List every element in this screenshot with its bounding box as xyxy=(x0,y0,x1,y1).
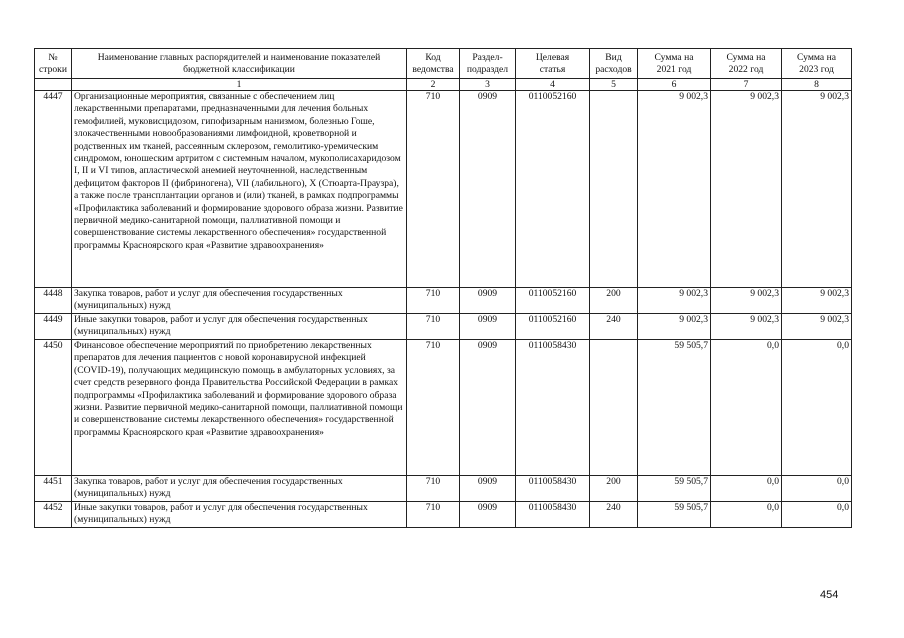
row-section: 0909 xyxy=(460,314,516,340)
row-section: 0909 xyxy=(460,288,516,314)
row-sum-2023: 9 002,3 xyxy=(782,288,852,314)
header-section-text: Раздел- подраздел xyxy=(466,52,509,75)
header-exp-type xyxy=(590,49,638,79)
row-sum-2021: 59 505,7 xyxy=(638,502,711,528)
row-number: 4452 xyxy=(35,502,72,528)
table-row xyxy=(35,502,852,528)
row-sum-2023: 0,0 xyxy=(782,340,852,476)
column-number: 8 xyxy=(782,79,852,91)
row-target: 0110052160 xyxy=(516,91,590,288)
row-dept: 710 xyxy=(407,340,460,476)
row-number: 4447 xyxy=(35,91,72,288)
header-row xyxy=(35,49,852,79)
table-row xyxy=(35,314,852,340)
column-number xyxy=(35,79,72,91)
row-sum-2022: 0,0 xyxy=(711,340,782,476)
row-dept: 710 xyxy=(407,476,460,502)
row-section: 0909 xyxy=(460,91,516,288)
row-name: Иные закупки товаров, работ и услуг для обеспечения государственных (муниципальных) нужд xyxy=(72,502,407,528)
row-sum-2023: 0,0 xyxy=(782,502,852,528)
header-sum-2022 xyxy=(711,49,782,79)
row-sum-2021: 59 505,7 xyxy=(638,340,711,476)
row-target: 0110058430 xyxy=(516,502,590,528)
row-name: Закупка товаров, работ и услуг для обеспечения государственных (муниципальных) нужд xyxy=(72,288,407,314)
row-name: Закупка товаров, работ и услуг для обеспечения государственных (муниципальных) нужд xyxy=(72,476,407,502)
header-name-text: Наименование главных распорядителей и наименование показателей бюджетной классификации xyxy=(97,52,381,75)
row-dept: 710 xyxy=(407,91,460,288)
row-number: 4450 xyxy=(35,340,72,476)
header-dept xyxy=(407,49,460,79)
row-sum-2021: 9 002,3 xyxy=(638,91,711,288)
row-sum-2022: 9 002,3 xyxy=(711,91,782,288)
row-sum-2022: 0,0 xyxy=(711,476,782,502)
budget-table xyxy=(34,48,852,528)
row-sum-2023: 0,0 xyxy=(782,476,852,502)
header-exp-type-text: Вид расходов xyxy=(595,52,632,75)
row-name: Финансовое обеспечение мероприятий по приобретению лекарственных препаратов для лечения пациентов с новой коронавирусной инфекцией (COVID-19), получающих медицинскую помощь в амбулаторных условиях, за счет средств резервного фонда Правительства Российской Федерации в рамках подпрограммы «Профилактика заболеваний и формирование здорового образа жизни. Развитие первичной медико-санитарной помощи, паллиативной помощи и совершенствование системы лекарственного обеспечения» государственной программы Красноярского края «Развитие здравоохранения» xyxy=(72,340,407,476)
row-exp-type xyxy=(590,340,638,476)
row-number: 4451 xyxy=(35,476,72,502)
column-number: 3 xyxy=(460,79,516,91)
row-sum-2022: 0,0 xyxy=(711,502,782,528)
row-exp-type: 200 xyxy=(590,476,638,502)
table-row xyxy=(35,288,852,314)
header-sum-2022-text: Сумма на 2022 год xyxy=(726,52,766,75)
row-name: Организационные мероприятия, связанные с обеспечением лиц лекарственными препаратами, предназначенными для лечения больных гемофилией, муковисцидозом, гипофизарным нанизмом, болезнью Гоше, злокачественными новообразованиями лимфоидной, кроветворной и родственных им тканей, рассеянным склерозом, гемолитико-уремическим синдромом, юношеским артритом с системным началом, мукополисахаридозом I, II и VI типов, апластической анемией неуточненной, наследственным дефицитом факторов II (фибриногена), VII (лабильного), X (Стюарта-Праузра), а также после трансплантации органов и (или) тканей, в рамках подпрограммы «Профилактика заболеваний и формирование здорового образа жизни. Развитие первичной медико-санитарной помощи, паллиативной помощи и совершенствование системы лекарственного обеспечения» государственной программы Красноярского края «Развитие здравоохранения» xyxy=(72,91,407,288)
row-target: 0110052160 xyxy=(516,288,590,314)
row-exp-type: 240 xyxy=(590,314,638,340)
row-number: 4449 xyxy=(35,314,72,340)
row-dept: 710 xyxy=(407,288,460,314)
row-sum-2023: 9 002,3 xyxy=(782,314,852,340)
row-target: 0110052160 xyxy=(516,314,590,340)
row-section: 0909 xyxy=(460,476,516,502)
row-exp-type: 200 xyxy=(590,288,638,314)
row-target: 0110058430 xyxy=(516,476,590,502)
header-sum-2021-text: Сумма на 2021 год xyxy=(654,52,694,75)
column-number: 2 xyxy=(407,79,460,91)
row-sum-2022: 9 002,3 xyxy=(711,314,782,340)
table-row xyxy=(35,91,852,288)
header-target xyxy=(516,49,590,79)
header-row-no xyxy=(35,49,72,79)
row-sum-2022: 9 002,3 xyxy=(711,288,782,314)
row-section: 0909 xyxy=(460,340,516,476)
row-dept: 710 xyxy=(407,502,460,528)
column-number: 1 xyxy=(72,79,407,91)
header-dept-text: Код ведомства xyxy=(412,52,454,75)
header-sum-2023-text: Сумма на 2023 год xyxy=(797,52,836,75)
table-row xyxy=(35,340,852,476)
column-number: 4 xyxy=(516,79,590,91)
row-number: 4448 xyxy=(35,288,72,314)
column-number: 5 xyxy=(590,79,638,91)
header-sum-2021 xyxy=(638,49,711,79)
row-sum-2021: 9 002,3 xyxy=(638,314,711,340)
header-row-no-text: № строки xyxy=(39,52,67,75)
row-sum-2021: 9 002,3 xyxy=(638,288,711,314)
header-target-text: Целевая статья xyxy=(535,52,570,75)
header-name xyxy=(72,49,407,79)
row-name: Иные закупки товаров, работ и услуг для обеспечения государственных (муниципальных) нужд xyxy=(72,314,407,340)
header-sum-2023 xyxy=(782,49,852,79)
column-number: 7 xyxy=(711,79,782,91)
column-number-row xyxy=(35,79,852,91)
row-sum-2023: 9 002,3 xyxy=(782,91,852,288)
row-exp-type xyxy=(590,91,638,288)
row-sum-2021: 59 505,7 xyxy=(638,476,711,502)
row-exp-type: 240 xyxy=(590,502,638,528)
row-section: 0909 xyxy=(460,502,516,528)
column-number: 6 xyxy=(638,79,711,91)
header-section xyxy=(460,49,516,79)
row-target: 0110058430 xyxy=(516,340,590,476)
table-row xyxy=(35,476,852,502)
page-number: 454 xyxy=(820,589,839,601)
row-dept: 710 xyxy=(407,314,460,340)
